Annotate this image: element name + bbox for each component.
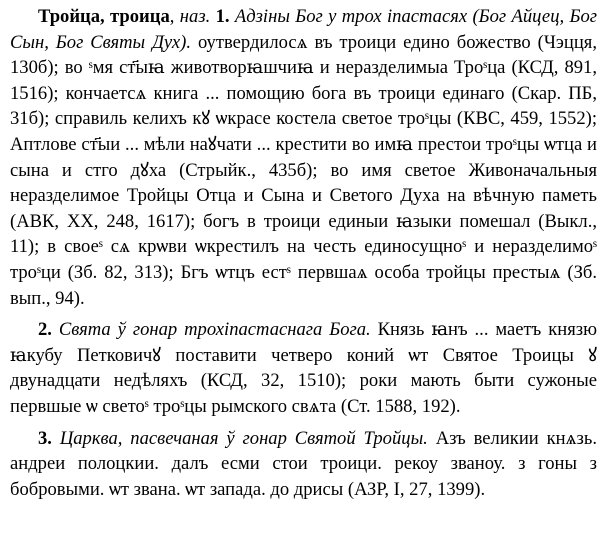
- sense-definition: Адзіны Бог у трох іпастасях (Бог Айцец, Бог Сын, Бог Святы Дух).: [10, 6, 598, 53]
- entry-sense-1: Тройца, троица, наз. 1. Адзіны Бог у трох іпастасях (Бог Айцец, Бог Сын, Бог Святы Дух). оутвердилосѧ въ троици едино божество (Чэцця, 130б); во ˢмя ст҃ыꙗ животворꙗшчиꙗ и неразделимыа Троˢца (КСД, 891, 1516); кончаетсѧ книга ... помощию бога въ троици единаго (Скар. ПБ, 31б); справиль келихъ кꙋ ѡкрасе костела светое троˢцы (КВС, 459, 1552); Аптлове ст҃ыи ... мѣли наꙋчати ... крестити во имꙗ престои троˢцы ѡтца и сына и стго дꙋха (Стрыйк., 435б); во имя светое Живоначальныя неразделимое Тройцы Отца и Сына и Светого Духа на вѣчную паметь (АВК, XX, 248, 1617); богъ в троици единыи ꙗзыки помешал (Выкл., 11); в своеˢ сѧ крѡви ѡкрестилъ на честь единосущноˢ и неразделимоˢ троˢци (Зб. 82, 313); Бгъ ѡтцъ естˢ первшаѧ особа тройцы престыѧ (Зб. вып., 94).: [10, 6, 598, 309]
- sense-quotes: оутвердилосѧ въ троици едино божество (Чэцця, 130б); во ˢмя ст҃ыꙗ животворꙗшчиꙗ и неразделимыа Троˢца (КСД, 891, 1516); кончаетсѧ книга ... помощию бога въ троици единаго (Скар. ПБ, 31б); справиль келихъ кꙋ ѡкрасе костела светое троˢцы (КВС, 459, 1552); Аптлове ст҃ыи ... мѣли наꙋчати ... крестити во имꙗ престои троˢцы ѡтца и сына и стго дꙋха (Стрыйк., 435б); во имя светое Живоначальныя неразделимое Тройцы Отца и Сына и Светого Духа на вѣчную паметь (АВК, XX, 248, 1617); богъ в троици единыи ꙗзыки помешал (Выкл., 11); в своеˢ сѧ крѡви ѡкрестилъ на честь единосущноˢ и неразделимоˢ троˢци (Зб. 82, 313); Бгъ ѡтцъ естˢ первшаѧ особа тройцы престыѧ (Зб. вып., 94).: [10, 31, 597, 309]
- headword: Тройца, троица: [38, 6, 170, 27]
- sense-number: 3.: [38, 427, 52, 449]
- sense-quotes: Азъ великии кнѧзь. андреи полоцкии. далъ есми стои троици. рекоу званоу. з гоны з бобровыми. ѡт звана. ѡт запада. до дрисы (АЗР, I, 27, 1399).: [10, 427, 598, 500]
- sense-number: 2.: [38, 319, 52, 341]
- sense-number: 1.: [215, 6, 230, 27]
- sense-definition: Царква, пасвечаная ў гонар Святой Тройцы.: [59, 427, 428, 449]
- entry-sense-3: [10, 426, 597, 503]
- grammar-label: наз.: [179, 6, 211, 27]
- entry-sense-2: [10, 317, 597, 419]
- sense-quotes: Князь ꙗнъ ... маетъ князю ꙗкубу Петковичꙋ поставити четверо коний ѡт Святое Троицы ꙋ двунадцати недѣляхъ (КСД, 32, 1510); роки мають быти сужоные первшые ѡ светоˢ троˢцы рымского свѧта (Ст. 1588, 192).: [10, 319, 597, 417]
- sense-definition: Свята ў гонар трохіпастаснага Бога.: [58, 319, 371, 341]
